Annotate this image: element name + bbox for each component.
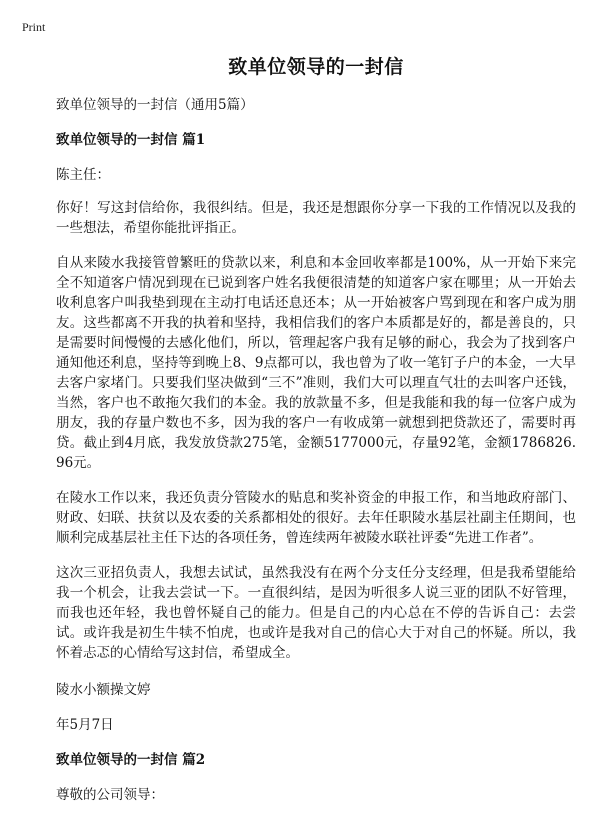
letter-date: 年5月7日 [56,717,114,733]
salutation-2: 尊敬的公司领导： [56,787,164,803]
section-heading-1: 致单位领导的一封信 篇1 [56,132,206,148]
section-heading-2: 致单位领导的一封信 篇2 [56,752,206,768]
print-link[interactable]: Print [22,20,46,34]
paragraph-3: 在陵水工作以来，我还负责分管陵水的贴息和奖补资金的申报工作，和当地政府部门、财政、妇联、扶贫以及农委的关系都相处的很好。去年任职陵水基层社副主任期间，也顺利完成基层社主任下达的各项任务，曾连续两年被陵水联社评委“先进工作者”。 [56,490,576,546]
document-subtitle: 致单位领导的一封信（通用5篇） [56,97,254,113]
document-title: 致单位领导的一封信 [228,56,404,78]
paragraph-2: 自从来陵水我接管曾繁旺的贷款以来，利息和本金回收率都是100%，从一开始下来完全不知道客户情况到现在已说到客户姓名我便很清楚的知道客户家在哪里；从一开始去收利息客户叫我垫到现在主动打电话还息还本；从一开始被客户骂到现在和客户成为朋友。这些都离不开我的执着和坚持，我相信我们的客户本质都是好的，都是善良的，只是需要时间慢慢的去感化他们，所以，管理起客户我有足够的耐心，我会为了找到客户通知他还利息，坚持等到晚上8、9点都可以，我也曾为了收一笔钉子户的本金，一大早去客户家堵门。只要我们坚决做到“三不”准则，我们大可以理直气壮的去叫客户还钱，当然，客户也不敢拖欠我们的本金。我的放款量不多，但是我能和我的每一位客户成为朋友，我的存量户数也不多，因为我的客户一有收成第一就想到把贷款还了，需要时再贷。截止到4月底，我发放贷款275笔，金额5177000元，存量92笔，金额1786826.96元。 [56,255,576,471]
document-page [56,52,576,818]
salutation-1: 陈主任： [56,167,110,183]
signature: 陵水小额操文婷 [56,682,151,698]
paragraph-4: 这次三亚招负责人，我想去试试，虽然我没有在两个分支任分支经理，但是我希望能给我一个机会，让我去尝试一下。一直很纠结，是因为听很多人说三亚的团队不好管理，而我也还年轻，我也曾怀疑自己的能力。但是自己的内心总在不停的告诉自己：去尝试。或许我是初生牛犊不怕虎，也或许是我对自己的信心大于对自己的怀疑。所以，我怀着忐忑的心情给写这封信，希望成全。 [56,565,576,661]
paragraph-1: 你好！写这封信给你，我很纠结。但是，我还是想跟你分享一下我的工作情况以及我的一些想法，希望你能批评指正。 [56,200,576,236]
